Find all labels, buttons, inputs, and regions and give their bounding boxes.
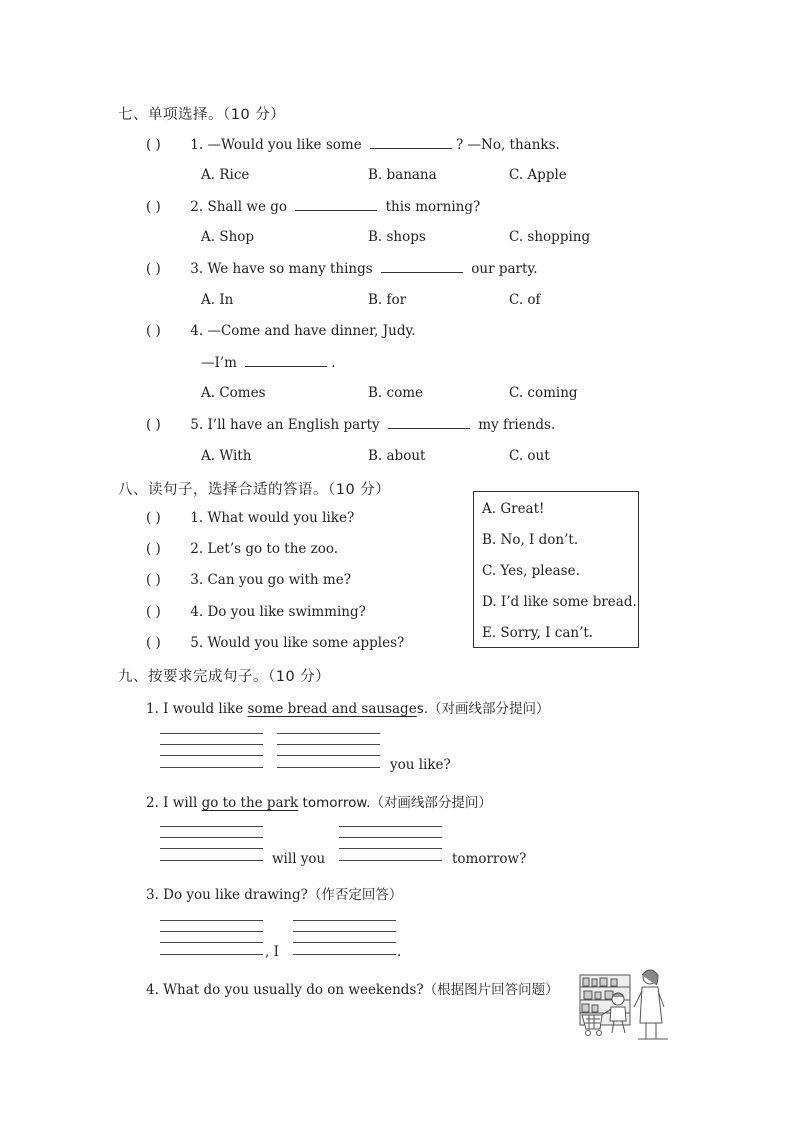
question-text: 2. Let’s go to the zoo. xyxy=(190,541,339,557)
question-text: 2. Shall we go xyxy=(190,199,287,215)
option-b: B. come xyxy=(368,385,423,401)
answer-line[interactable] xyxy=(339,826,442,827)
question-text: 3. Can you go with me? xyxy=(190,572,351,588)
answer-blank[interactable] xyxy=(245,354,327,367)
answer-option: D. I’d like some bread. xyxy=(482,594,637,610)
answer-line[interactable] xyxy=(293,942,396,943)
answer-option: B. No, I don’t. xyxy=(482,532,579,548)
question-text: 2. I will xyxy=(146,795,198,811)
question-7-5 xyxy=(146,416,555,433)
answer-paren[interactable]: ( ) xyxy=(146,261,161,277)
answer-line[interactable] xyxy=(160,931,263,932)
question-text: 5. I’ll have an English party xyxy=(190,417,380,433)
question-text: 1. What would you like? xyxy=(190,510,355,526)
question-8-1 xyxy=(146,510,354,526)
question-9-4: 4. What do you usually do on weekends?（根据图片回答问题） xyxy=(146,982,559,998)
option-c: C. out xyxy=(509,448,550,464)
question-8-2 xyxy=(146,541,338,557)
answer-blank[interactable] xyxy=(295,198,377,211)
answer-paren[interactable]: ( ) xyxy=(146,510,161,526)
question-text: 1. —Would you like some xyxy=(190,137,362,153)
answer-line[interactable] xyxy=(160,767,263,768)
question-7-1 xyxy=(146,136,560,153)
answer-line[interactable] xyxy=(160,942,263,943)
question-8-4 xyxy=(146,604,366,620)
answer-line[interactable] xyxy=(277,767,380,768)
answer-line[interactable] xyxy=(160,733,263,734)
comma-i: , I xyxy=(265,944,279,960)
option-a: A. Rice xyxy=(201,167,250,183)
answer-blank[interactable] xyxy=(388,416,470,429)
answer-line[interactable] xyxy=(339,837,442,838)
answer-blank[interactable] xyxy=(370,136,452,149)
question-9-2 xyxy=(146,791,492,811)
option-c: C. Apple xyxy=(509,167,567,183)
answer-line[interactable] xyxy=(160,848,263,849)
answer-paren[interactable]: ( ) xyxy=(146,635,161,651)
sentence-end: . xyxy=(397,944,402,960)
question-text: 4. Do you like swimming? xyxy=(190,604,366,620)
answer-line[interactable] xyxy=(160,837,263,838)
option-b: B. about xyxy=(368,448,426,464)
sentence-tail: tomorrow? xyxy=(452,851,527,867)
sentence-tail: you like? xyxy=(390,757,451,773)
answer-line[interactable] xyxy=(277,744,380,745)
underlined-phrase: some bread and sausage xyxy=(247,701,417,717)
answer-option: A. Great! xyxy=(482,501,545,517)
reply-period: . xyxy=(331,355,336,371)
question-9-1 xyxy=(146,697,550,717)
answer-line[interactable] xyxy=(160,744,263,745)
answer-paren[interactable]: ( ) xyxy=(146,199,161,215)
option-b: B. for xyxy=(368,292,407,308)
answer-paren[interactable]: ( ) xyxy=(146,323,161,339)
answer-line[interactable] xyxy=(160,920,263,921)
answer-line[interactable] xyxy=(339,860,442,861)
answer-line[interactable] xyxy=(160,755,263,756)
answer-line[interactable] xyxy=(160,860,263,861)
option-a: A. In xyxy=(201,292,234,308)
option-c: C. coming xyxy=(509,385,578,401)
answer-paren[interactable]: ( ) xyxy=(146,572,161,588)
option-a: A. Comes xyxy=(201,385,266,401)
answer-option: C. Yes, please. xyxy=(482,563,580,579)
question-8-5 xyxy=(146,635,404,651)
question-8-3 xyxy=(146,572,351,588)
question-text: 3. We have so many things xyxy=(190,261,373,277)
underlined-phrase: go to the park xyxy=(201,795,299,811)
section7-title: 七、单项选择。（10 分） xyxy=(118,107,286,123)
answer-blank[interactable] xyxy=(381,260,463,273)
answer-line[interactable] xyxy=(293,920,396,921)
answer-paren[interactable]: ( ) xyxy=(146,541,161,557)
answer-line[interactable] xyxy=(277,755,380,756)
answer-line[interactable] xyxy=(277,733,380,734)
answer-line[interactable] xyxy=(160,954,263,955)
question-text-post: my friends. xyxy=(478,417,556,433)
sentence-middle: will you xyxy=(272,851,326,867)
question-instruction: s.（对画线部分提问） xyxy=(416,701,550,717)
question-text-post: ? —No, thanks. xyxy=(455,137,560,153)
answer-line[interactable] xyxy=(160,826,263,827)
question-text-post: our party. xyxy=(471,261,538,277)
question-text-post: this morning? xyxy=(385,199,481,215)
answer-options-box xyxy=(473,491,639,648)
shopping-illustration xyxy=(578,963,670,1043)
answer-option: E. Sorry, I can’t. xyxy=(482,625,594,641)
question-7-4 xyxy=(146,323,416,339)
question-text: 1. I would like xyxy=(146,701,244,717)
question-text: 4. —Come and have dinner, Judy. xyxy=(190,323,416,339)
question-instruction: tomorrow.（对画线部分提问） xyxy=(302,795,492,811)
question-7-2 xyxy=(146,198,480,215)
answer-line[interactable] xyxy=(293,931,396,932)
option-b: B. banana xyxy=(368,167,437,183)
answer-line[interactable] xyxy=(339,848,442,849)
answer-paren[interactable]: ( ) xyxy=(146,604,161,620)
option-c: C. shopping xyxy=(509,229,591,245)
section9-title: 九、按要求完成句子。（10 分） xyxy=(118,669,331,685)
option-a: A. With xyxy=(201,448,252,464)
question-9-3: 3. Do you like drawing?（作否定回答） xyxy=(146,887,403,903)
reply-text: —I’m xyxy=(201,355,237,371)
question-7-4-line2 xyxy=(201,354,336,371)
question-7-3 xyxy=(146,260,538,277)
section8-title: 八、读句子，选择合适的答语。（10 分） xyxy=(118,482,391,498)
answer-paren[interactable]: ( ) xyxy=(146,137,161,153)
answer-line[interactable] xyxy=(293,954,396,955)
option-c: C. of xyxy=(509,292,541,308)
answer-paren[interactable]: ( ) xyxy=(146,417,161,433)
option-a: A. Shop xyxy=(201,229,255,245)
question-text: 5. Would you like some apples? xyxy=(190,635,405,651)
option-b: B. shops xyxy=(368,229,426,245)
